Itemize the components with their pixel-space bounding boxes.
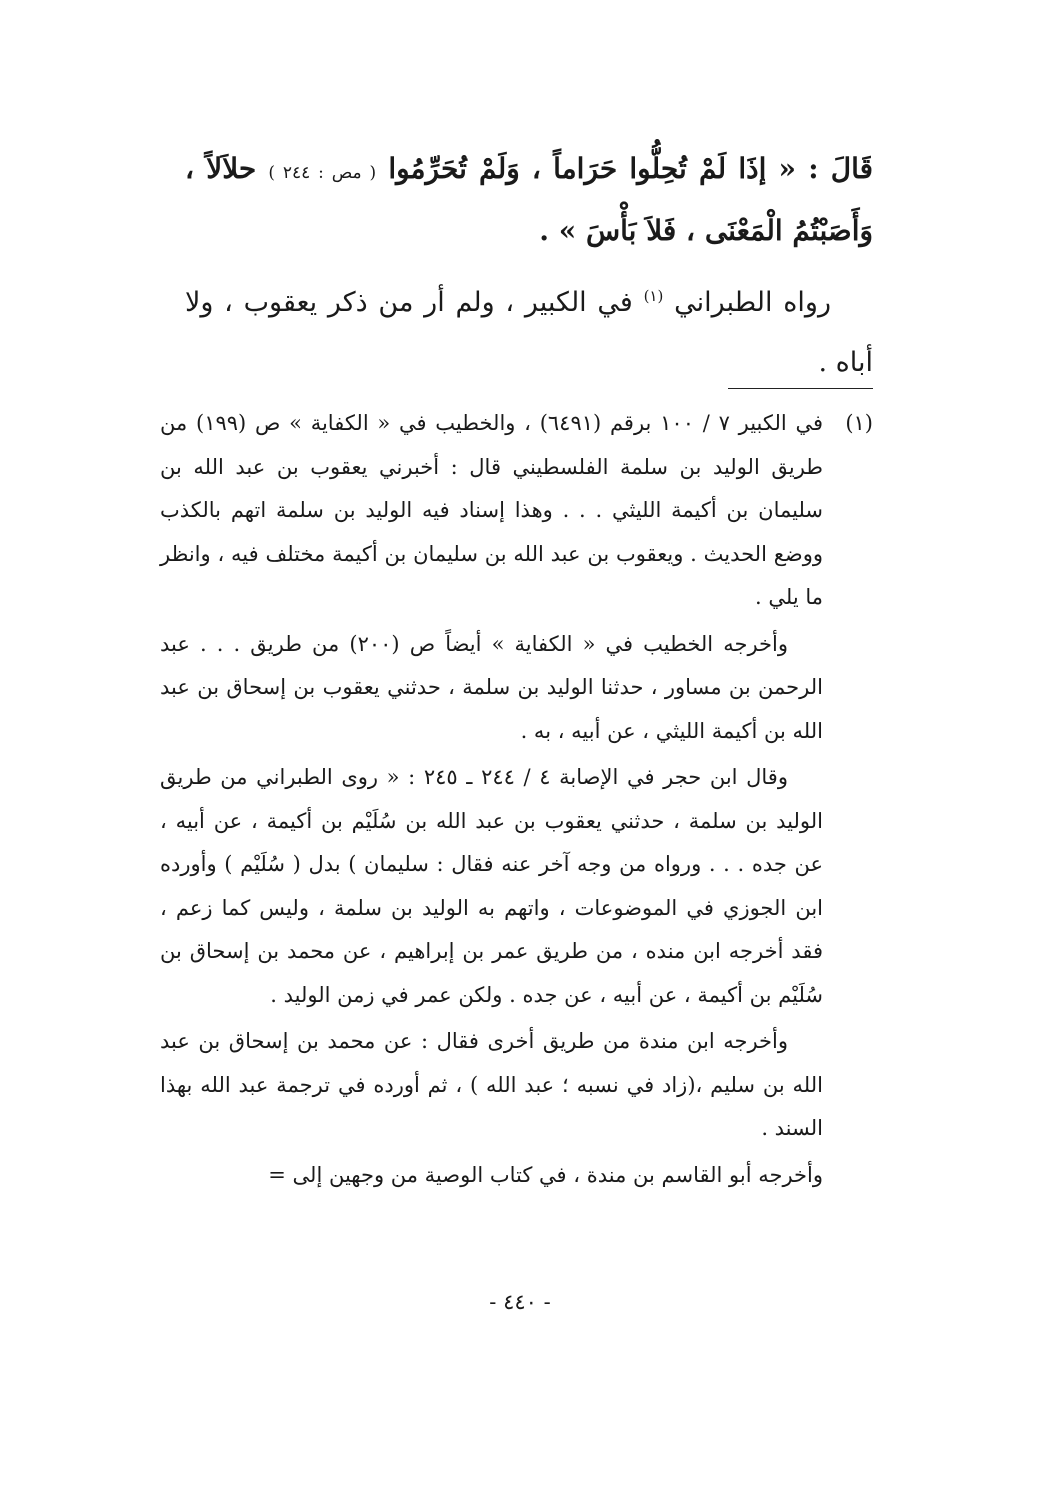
narration-part-2: في الكبير ، ولم أر من ذكر يعقوب ، ولا أباه .: [185, 287, 873, 378]
footnote-paragraph-5: وأخرجه أبو القاسم بن مندة ، في كتاب الوصية من وجهين إلى =: [268, 1162, 823, 1187]
hadith-text: [185, 140, 873, 260]
footnote-marker: (١): [643, 287, 664, 305]
footnotes: [160, 402, 873, 1197]
page-number: - ٤٤٠ -: [489, 1290, 551, 1314]
footnote-number: (١): [845, 411, 873, 435]
footnote-paragraph-3: وقال ابن حجر في الإصابة ٤ / ٢٤٤ ـ ٢٤٥ : « روى الطبراني من طريق الوليد بن سلمة ، حدثني يعقوب بن عبد الله بن سُلَيْم بن أكيمة ، عن أبيه ، عن جده . . . ورواه من وجه آخر عنه فقال : سليمان ) بدل ( سُلَيْم ) وأورده ابن الجوزي في الموضوعات ، واتهم به الوليد بن سلمة ، وليس كما زعم ، فقد أخرجه ابن منده ، من طريق عمر بن إبراهيم ، عن محمد بن إسحاق بن سُلَيْم بن أكيمة ، عن أبيه ، عن جده . ولكن عمر في زمن الوليد .: [160, 765, 823, 1007]
main-text: [185, 140, 873, 393]
footnote-paragraph-2: وأخرجه الخطيب في « الكفاية » أيضاً ص (٢٠٠) من طريق . . . عبد الرحمن بن مساور ، حدثنا الوليد بن سلمة ، حدثني يعقوب بن إسحاق بن عبد الله بن أكيمة الليثي ، عن أبيه ، به .: [160, 631, 823, 743]
hadith-part-1: قَالَ : « إذَا لَمْ تُحِلُّوا حَرَاماً ، وَلَمْ تُحَرِّمُوا: [388, 152, 873, 185]
hadith-part-2: حلاَلاً ، وَأَصَبْتُمُ الْمَعْنَى ، فَلاَ بَأْسَ » .: [185, 152, 873, 247]
footnote-paragraph-4: وأخرجه ابن مندة من طريق أخرى فقال : عن محمد بن إسحاق بن عبد الله بن سليم ،(زاد في نسبه ؛ عبد الله ) ، ثم أورده في ترجمة عبد الله بهذا السند .: [160, 1029, 823, 1140]
footnote-1-text: في الكبير ٧ / ١٠٠ برقم (٦٤٩١) ، والخطيب في « الكفاية » ص (١٩٩) من طريق الوليد بن سلمة الفلسطيني قال : أخبرني يعقوب بن عبد الله بن سليمان بن أكيمة الليثي . . . وهذا إسناد فيه الوليد بن سلمة اتهم بالكذب ووضع الحديث . ويعقوب بن عبد الله بن سليمان بن أكيمة مختلف فيه ، وانظر ما يلي .: [160, 411, 823, 609]
hadith-reference: ( مص : ٢٤٤ ): [268, 163, 377, 183]
footnote-separator: [728, 388, 873, 389]
narration-text: [185, 266, 873, 393]
footnote-1: [160, 402, 873, 620]
narration-part-1: رواه الطبراني: [674, 287, 831, 318]
